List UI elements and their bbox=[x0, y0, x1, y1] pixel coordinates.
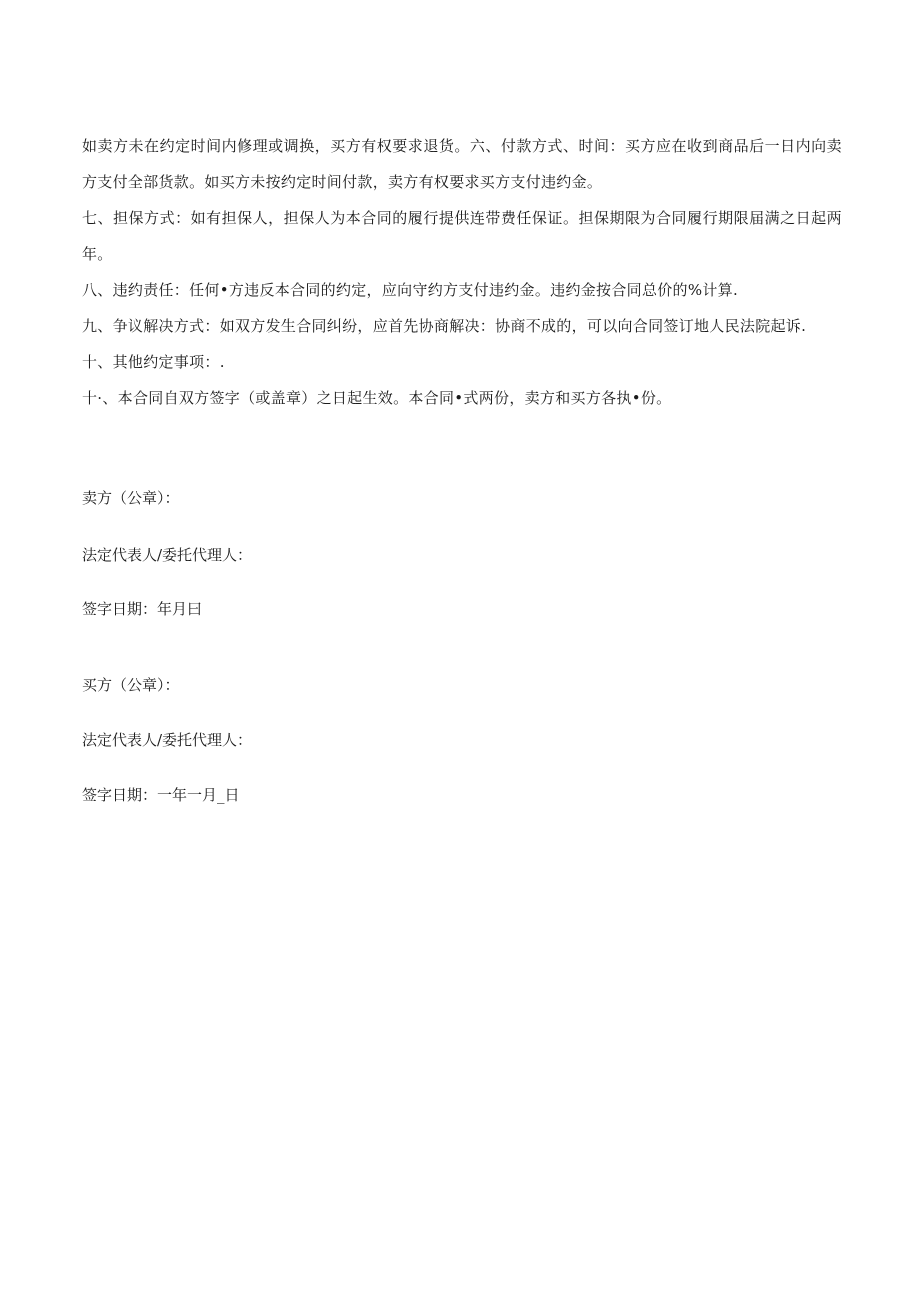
contract-clauses bbox=[82, 128, 842, 416]
buyer-party-label: 买方（公章）： bbox=[82, 676, 180, 694]
clause-dispute-resolution: 九、争议解决方式：如双方发生合同纠纷，应首先协商解决：协商不成的，可以向合同签订地人民法院起诉. bbox=[82, 317, 807, 335]
seller-sign-date: 签字日期：年月曰 bbox=[82, 600, 203, 618]
seller-representative-label: 法定代表人/委托代理人： bbox=[82, 546, 253, 564]
seller-party-label: 卖方（公章）： bbox=[82, 489, 180, 507]
buyer-representative-label: 法定代表人/委托代理人： bbox=[82, 731, 253, 749]
clause-return-and-payment: 如卖方未在约定时间内修理或调换，买方有权要求退货。六、付款方式、时间：买方应在收到商品后一日内向卖方支付全部货款。如买方未按约定时间付款，卖方有权要求买方支付违约金。 bbox=[82, 137, 842, 191]
clause-guarantee: 七、担保方式：如有担保人，担保人为本合同的履行提供连带费任保证。担保期限为合同履行期限届满之日起两年。 bbox=[82, 209, 842, 263]
clause-effectiveness: 十·、本合同自双方签字（或盖章）之日起生效。本合同•式两份，卖方和买方各执•份。 bbox=[82, 389, 672, 407]
clause-liability: 八、违约责任：任何•方违反本合同的约定，应向守约方支付违约金。违约金按合同总价的%计算. bbox=[82, 281, 739, 299]
buyer-sign-date: 签字日期：一年一月_日 bbox=[82, 786, 240, 804]
clause-other-terms: 十、其他约定事项：. bbox=[82, 353, 225, 371]
